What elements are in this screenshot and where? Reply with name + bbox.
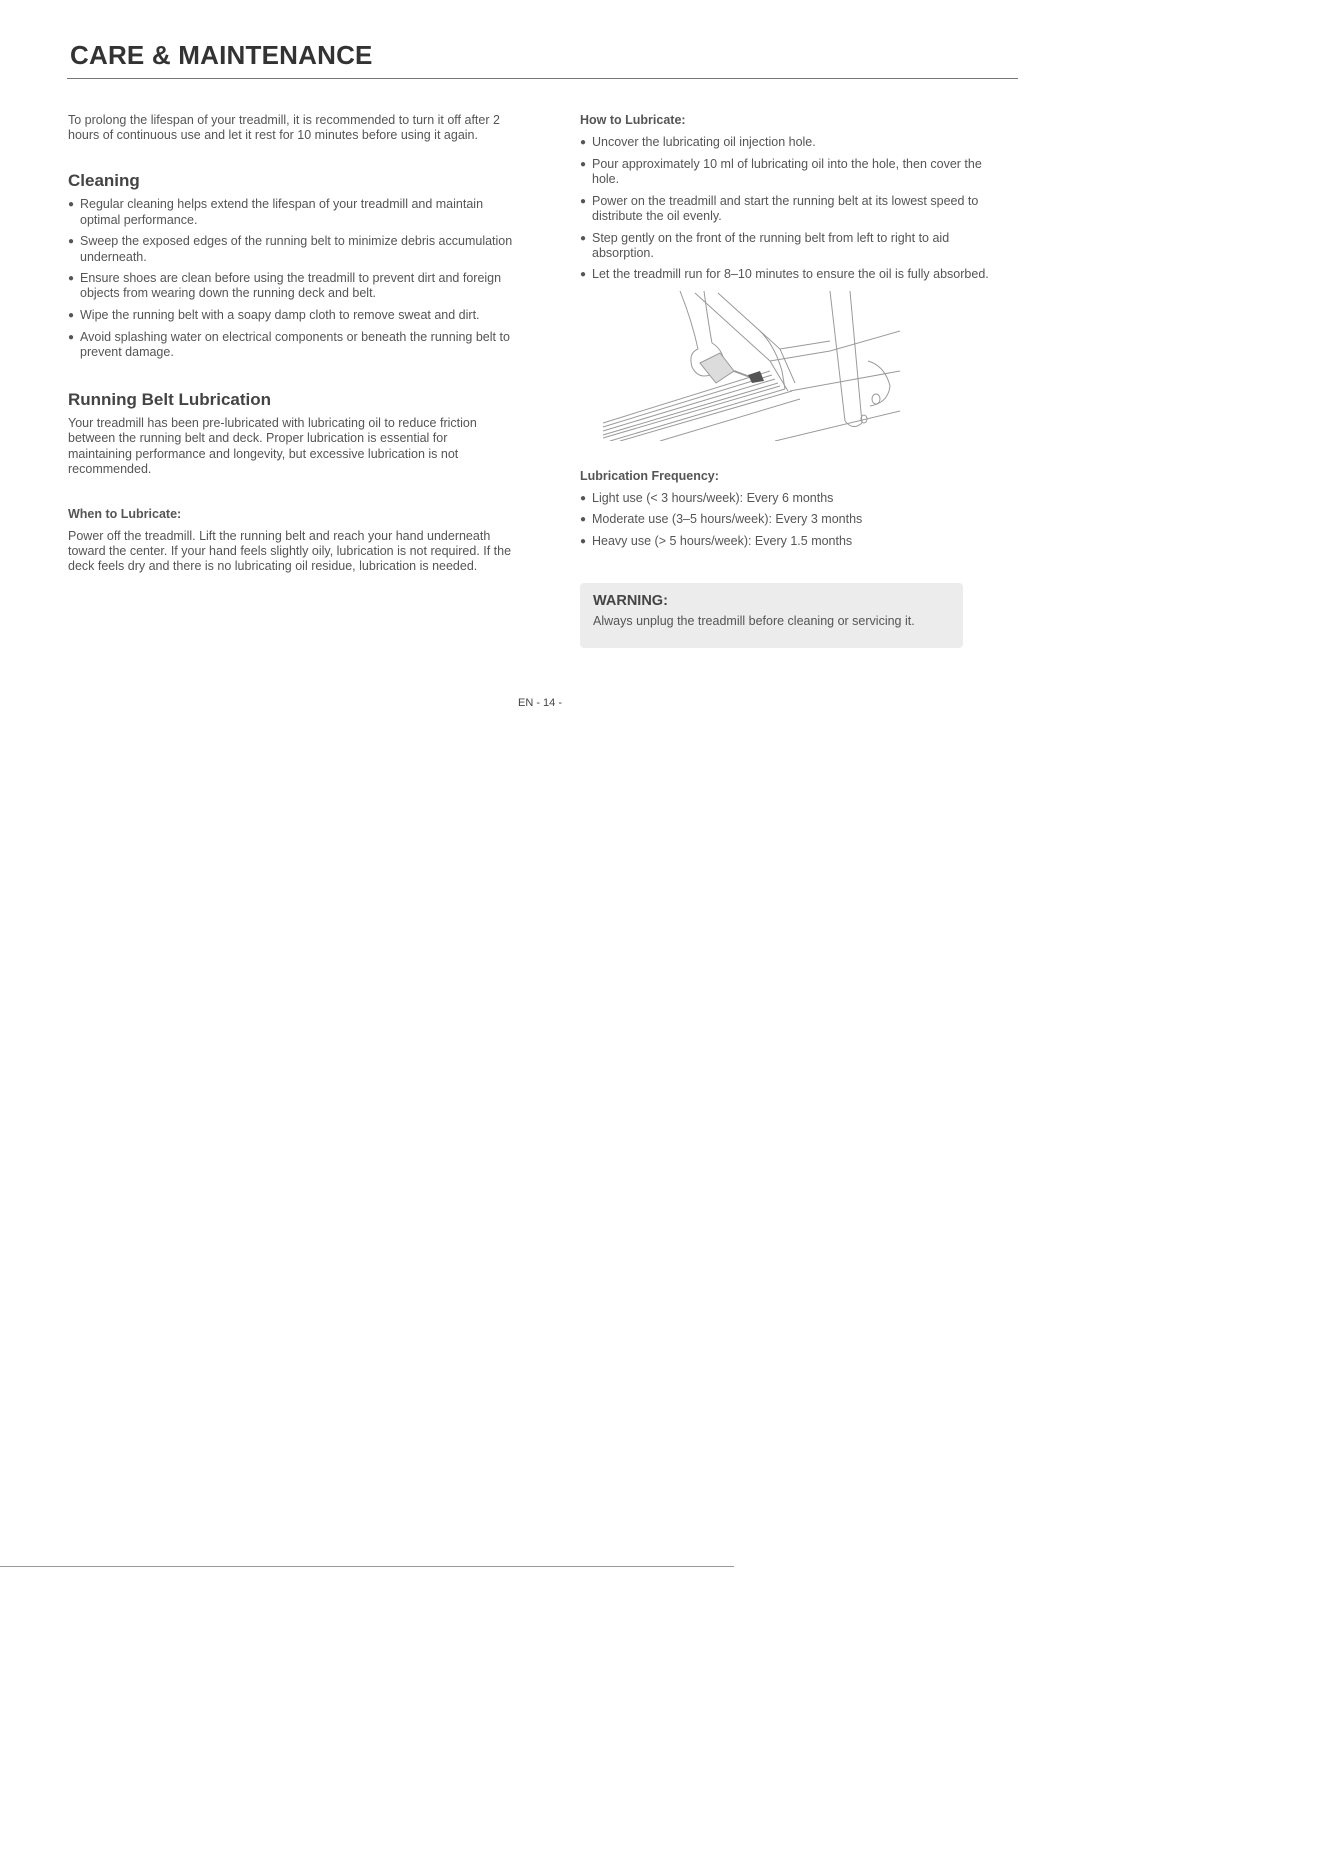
when-to-lubricate-paragraph: Power off the treadmill. Lift the running belt and reach your hand underneath toward the center. If your hand feels slightly oily, lubrication is not required. If the deck feels dry and there is no lubricating oil residue, lubrication is needed. bbox=[68, 529, 512, 574]
bullet-icon: ● bbox=[580, 492, 587, 504]
bullet-icon: ● bbox=[68, 199, 75, 211]
right-column bbox=[580, 113, 1010, 556]
warning-text: Always unplug the treadmill before cleaning or servicing it. bbox=[593, 614, 915, 628]
list-item: ● Pour approximately 10 ml of lubricating oil into the hole, then cover the hole. bbox=[580, 156, 982, 186]
bullet-icon: ● bbox=[68, 331, 75, 343]
page-number: EN - 14 - bbox=[517, 697, 562, 709]
bullet-icon: ● bbox=[580, 536, 587, 548]
list-item: ● Heavy use (> 5 hours/week): Every 1.5 months bbox=[580, 534, 853, 549]
cleaning-list bbox=[68, 197, 513, 360]
list-item: ● Power on the treadmill and start the running belt at its lowest speed to distribute the oil evenly. bbox=[580, 193, 979, 223]
bullet-icon: ● bbox=[580, 232, 587, 244]
left-column bbox=[68, 113, 513, 575]
frequency-heading: Lubrication Frequency: bbox=[580, 468, 719, 483]
cleaning-heading: Cleaning bbox=[68, 171, 140, 191]
bullet-icon: ● bbox=[68, 273, 75, 285]
bullet-icon: ● bbox=[68, 236, 75, 248]
bullet-icon: ● bbox=[68, 310, 75, 322]
warning-box bbox=[580, 583, 963, 648]
bottom-divider bbox=[0, 1566, 734, 1567]
bullet-icon: ● bbox=[580, 158, 587, 170]
lubrication-heading: Running Belt Lubrication bbox=[68, 390, 272, 410]
list-item: ● Ensure shoes are clean before using the treadmill to prevent dirt and foreign objects from wearing down the running deck and belt. bbox=[68, 271, 502, 301]
how-to-lubricate-heading: How to Lubricate: bbox=[580, 113, 686, 127]
list-item: ● Avoid splashing water on electrical components or beneath the running belt to prevent damage. bbox=[68, 329, 510, 360]
bullet-icon: ● bbox=[580, 137, 587, 148]
title-divider bbox=[67, 78, 1018, 79]
frequency-list bbox=[580, 491, 1010, 550]
list-item: ● Let the treadmill run for 8–10 minutes to ensure the oil is fully absorbed. bbox=[580, 267, 989, 282]
list-item: ● Light use (< 3 hours/week): Every 6 months bbox=[580, 490, 834, 505]
intro-paragraph: To prolong the lifespan of your treadmill, it is recommended to turn it off after 2 hours of continuous use and let it rest for 10 minutes before using it again. bbox=[68, 113, 500, 143]
when-to-lubricate-heading: When to Lubricate: bbox=[68, 507, 182, 522]
page-title: CARE & MAINTENANCE bbox=[70, 40, 373, 70]
list-item: ● Moderate use (3–5 hours/week): Every 3 months bbox=[580, 512, 863, 527]
list-item: ● Uncover the lubricating oil injection hole. bbox=[580, 135, 816, 149]
warning-title: WARNING: bbox=[593, 593, 668, 609]
list-item: ● Sweep the exposed edges of the running belt to minimize debris accumulation underneath. bbox=[68, 234, 513, 264]
list-item: ● Wipe the running belt with a soapy damp cloth to remove sweat and dirt. bbox=[68, 308, 480, 323]
bullet-icon: ● bbox=[580, 514, 587, 526]
bullet-icon: ● bbox=[580, 195, 587, 207]
lubrication-illustration bbox=[600, 291, 910, 441]
bullet-icon: ● bbox=[580, 269, 587, 281]
list-item: ● Step gently on the front of the running belt from left to right to aid absorption. bbox=[580, 230, 950, 260]
how-to-lubricate-list bbox=[580, 135, 1010, 283]
list-item: ● Regular cleaning helps extend the lifespan of your treadmill and maintain optimal performance. bbox=[68, 197, 484, 227]
lubrication-paragraph: Your treadmill has been pre-lubricated with lubricating oil to reduce friction between the running belt and deck. Proper lubrication is essential for maintaining performance and longevity, but excessive lubrication is not recommended. bbox=[68, 416, 477, 476]
